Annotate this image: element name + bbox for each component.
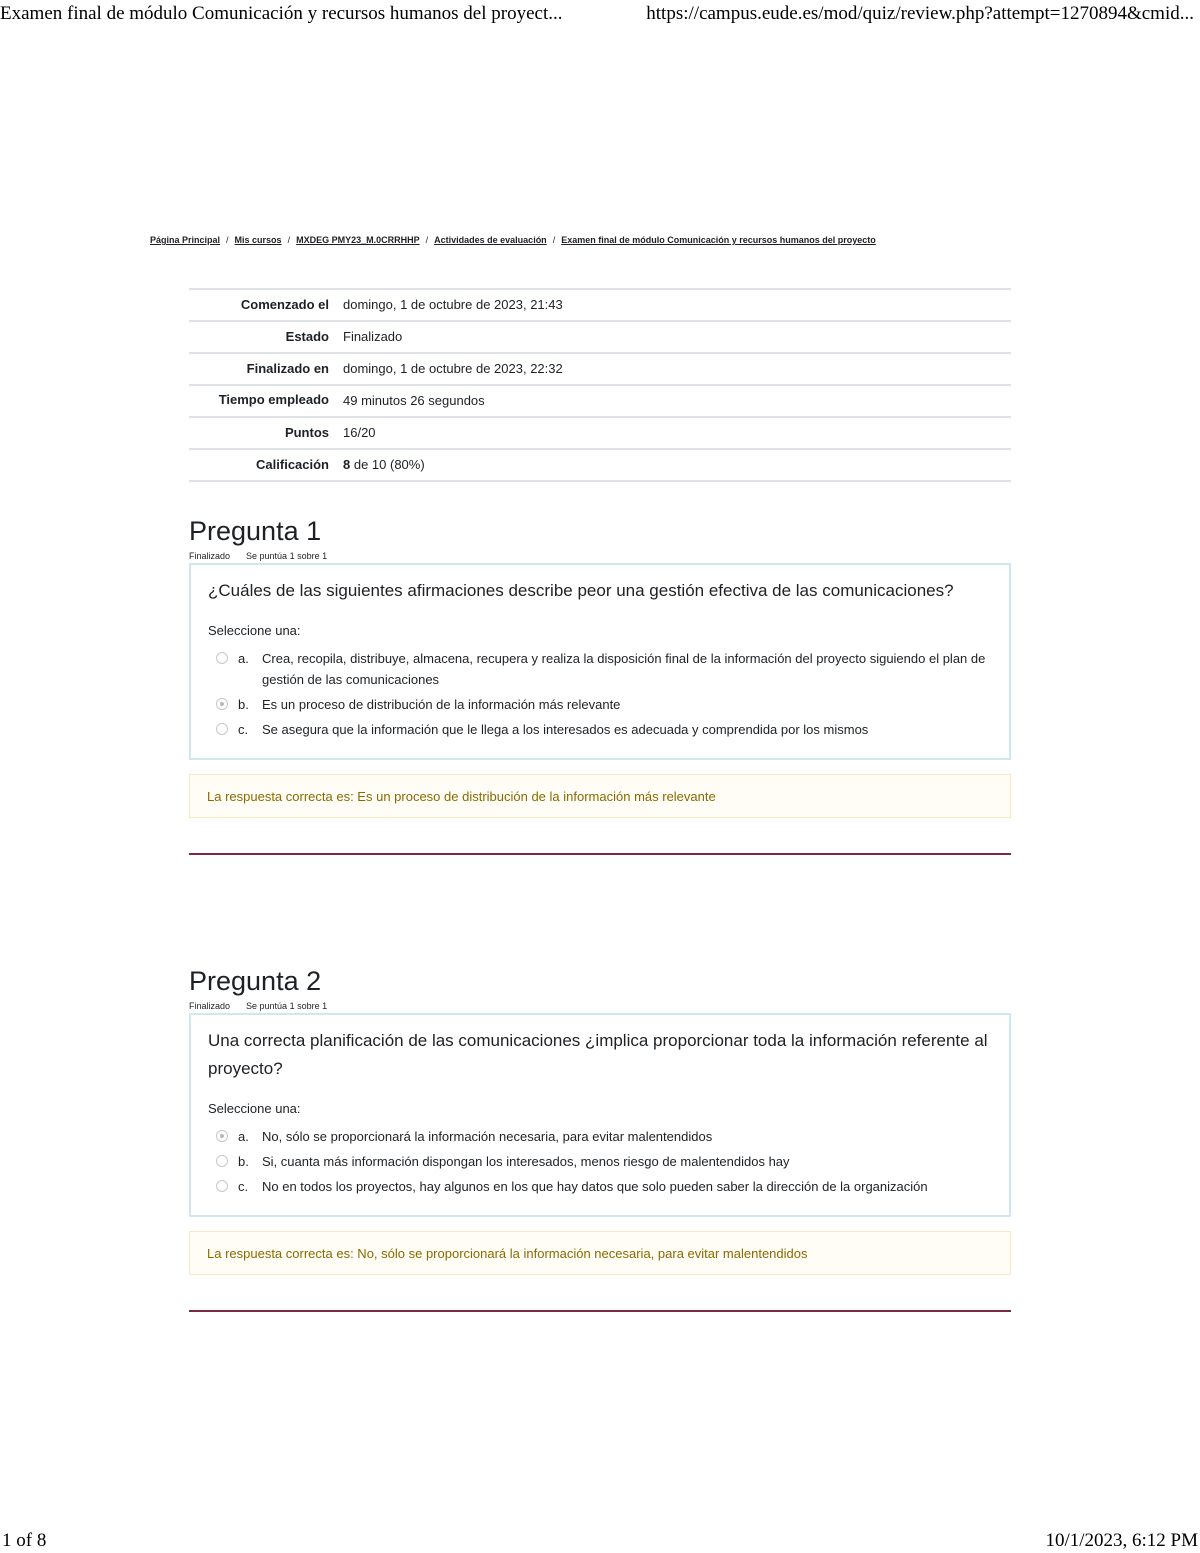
breadcrumb-quiz[interactable]: Examen final de módulo Comunicación y recursos humanos del proyecto <box>561 235 876 245</box>
answer-option-a[interactable] <box>208 1126 993 1147</box>
breadcrumb-separator: / <box>552 235 556 245</box>
summary-row-state <box>189 321 1011 353</box>
option-letter: b. <box>238 1154 249 1169</box>
correct-answer-feedback: La respuesta correcta es: Es un proceso de distribución de la información más relevante <box>189 774 1011 818</box>
breadcrumb-separator: / <box>425 235 429 245</box>
breadcrumb-section[interactable]: Actividades de evaluación <box>434 235 547 245</box>
question-2 <box>189 965 1011 1312</box>
option-text: No, sólo se proporcionará la información necesaria, para evitar malentendidos <box>262 1129 713 1144</box>
summary-value <box>341 449 1011 481</box>
summary-row-points <box>189 417 1011 449</box>
summary-row-finished <box>189 353 1011 385</box>
summary-value: 16/20 <box>341 417 1011 449</box>
grade-rest: de 10 (80%) <box>350 457 425 472</box>
radio-checked-icon[interactable] <box>216 1130 228 1142</box>
breadcrumb-separator: / <box>287 235 291 245</box>
question-grade: Se puntúa 1 sobre 1 <box>246 1001 328 1011</box>
question-grade: Se puntúa 1 sobre 1 <box>246 551 328 561</box>
summary-label: Estado <box>189 321 341 353</box>
print-page-number: 1 of 8 <box>2 1530 47 1551</box>
option-letter: c. <box>238 722 249 737</box>
option-letter: a. <box>238 651 249 666</box>
summary-value: 49 minutos 26 segundos <box>341 385 1011 417</box>
breadcrumb-home[interactable]: Página Principal <box>150 235 221 245</box>
question-info <box>189 1001 1011 1013</box>
question-title: Pregunta 2 <box>189 966 322 996</box>
answer-options <box>208 1126 993 1197</box>
option-text: Si, cuanta más información dispongan los interesados, menos riesgo de malentendidos hay <box>262 1154 790 1169</box>
answer-options <box>208 648 993 740</box>
breadcrumb-course[interactable]: MXDEG PMY23_M.0CRRHHP <box>296 235 420 245</box>
summary-label: Tiempo empleado <box>189 385 341 417</box>
question-info <box>189 551 1011 563</box>
question-status: Finalizado <box>189 1001 231 1011</box>
summary-row-grade <box>189 449 1011 481</box>
print-date: 10/1/2023, 6:12 PM <box>1045 1530 1198 1551</box>
summary-label: Calificación <box>189 449 341 481</box>
print-footer <box>0 1530 1200 1553</box>
question-status: Finalizado <box>189 551 231 561</box>
summary-value: domingo, 1 de octubre de 2023, 21:43 <box>341 289 1011 321</box>
radio-unchecked-icon[interactable] <box>216 723 228 735</box>
print-header <box>0 0 1200 34</box>
summary-label: Finalizado en <box>189 353 341 385</box>
question-title: Pregunta 1 <box>189 516 322 546</box>
answer-option-a[interactable] <box>208 648 993 690</box>
summary-value: domingo, 1 de octubre de 2023, 22:32 <box>341 353 1011 385</box>
option-text: Crea, recopila, distribuye, almacena, recupera y realiza la disposición final de la información del proyecto siguiendo el plan de gestión de las comunicaciones <box>262 651 986 687</box>
question-divider <box>189 853 1011 855</box>
question-content <box>189 1013 1011 1217</box>
question-prompt: Seleccione una: <box>208 1101 301 1116</box>
answer-option-c[interactable] <box>208 719 993 740</box>
question-content <box>189 563 1011 760</box>
option-letter: a. <box>238 1129 249 1144</box>
attempt-summary-table <box>189 288 1011 482</box>
option-text: No en todos los proyectos, hay algunos en los que hay datos que solo pueden saber la dirección de la organización <box>262 1179 928 1194</box>
option-text: Se asegura que la información que le llega a los interesados es adecuada y comprendida por los mismos <box>262 722 869 737</box>
option-letter: b. <box>238 697 249 712</box>
question-prompt: Seleccione una: <box>208 623 301 638</box>
summary-value: Finalizado <box>341 321 1011 353</box>
correct-answer-feedback: La respuesta correcta es: No, sólo se proporcionará la información necesaria, para evitar malentendidos <box>189 1231 1011 1275</box>
breadcrumb <box>150 235 876 245</box>
summary-label: Puntos <box>189 417 341 449</box>
radio-unchecked-icon[interactable] <box>216 652 228 664</box>
summary-row-started <box>189 289 1011 321</box>
radio-checked-icon[interactable] <box>216 698 228 710</box>
summary-row-time <box>189 385 1011 417</box>
radio-unchecked-icon[interactable] <box>216 1180 228 1192</box>
answer-option-b[interactable] <box>208 694 993 715</box>
breadcrumb-separator: / <box>226 235 229 245</box>
option-text: Es un proceso de distribución de la información más relevante <box>262 697 621 712</box>
breadcrumb-my-courses[interactable]: Mis cursos <box>234 235 282 245</box>
grade-score: 8 <box>343 457 351 472</box>
question-text: ¿Cuáles de las siguientes afirmaciones describe peor una gestión efectiva de las comunicaciones? <box>208 581 954 600</box>
option-letter: c. <box>238 1179 249 1194</box>
question-divider <box>189 1310 1011 1312</box>
radio-unchecked-icon[interactable] <box>216 1155 228 1167</box>
question-1 <box>189 515 1011 855</box>
question-text: Una correcta planificación de las comunicaciones ¿implica proporcionar toda la información referente al proyecto? <box>208 1031 988 1078</box>
answer-option-b[interactable] <box>208 1151 993 1172</box>
answer-option-c[interactable] <box>208 1176 993 1197</box>
print-page-title: Examen final de módulo Comunicación y recursos humanos del proyect... <box>0 3 563 24</box>
print-page-url: https://campus.eude.es/mod/quiz/review.php?attempt=1270894&cmid... <box>646 3 1194 24</box>
summary-label: Comenzado el <box>189 289 341 321</box>
